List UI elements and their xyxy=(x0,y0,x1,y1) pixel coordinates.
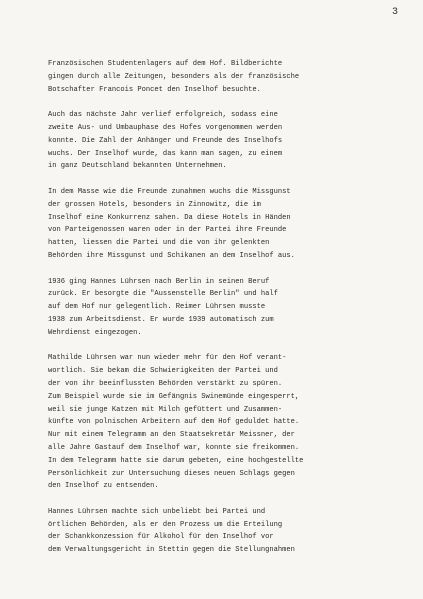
paragraph xyxy=(48,506,408,557)
text-line: wortlich. Sie bekam die Schwierigkeiten der Partei und xyxy=(48,367,278,376)
text-line: den Inselhof zu entsenden. xyxy=(48,482,159,491)
text-line: der Schankkonzession für Alkohol für den Inselhof vor xyxy=(48,533,274,542)
text-line: weil sie junge Katzen mit Milch gefüttert und Zusammen- xyxy=(48,405,283,414)
paragraph xyxy=(48,109,408,173)
text-line: von Parteigenossen waren oder in der Partei ihre Freunde xyxy=(48,226,287,235)
text-line: Mathilde Lührsen war nun wieder mehr für den Hof verant- xyxy=(48,354,287,363)
text-line: gingen durch alle Zeitungen, besonders als der französische xyxy=(48,72,300,81)
text-line: konnte. Die Zahl der Anhänger und Freunde des Inselhofs xyxy=(48,136,283,145)
text-line: der von ihr beeinflussten Behörden verstärkt zu spüren. xyxy=(48,379,283,388)
text-line: wuchs. Der Inselhof wurde, das kann man sagen, zu einem xyxy=(48,149,283,158)
text-line: Französischen Studentenlagers auf dem Hof. Bildberichte xyxy=(48,60,283,68)
text-line: Persönlichkeit zur Untersuchung dieses neuen Schlags gegen xyxy=(48,469,295,478)
text-line: In dem Masse wie die Freunde zunahmen wuchs die Missgunst xyxy=(48,187,291,196)
text-line: hatten, liessen die Partei und die von ihr gelenkten xyxy=(48,239,270,248)
text-line: Behörden ihre Missgunst und Schikanen an dem Inselhof aus. xyxy=(48,251,295,260)
text-line: alle Jahre Gastauf dem Inselhof war, konnte sie freikommen. xyxy=(48,443,300,452)
text-line: In dem Telegramm hatte sie darum gebeten, eine hochgestellte xyxy=(48,456,304,465)
text-line: der grossen Hotels, besonders in Zinnowitz, die im xyxy=(48,200,261,209)
text-line: Wehrdienst eingezogen. xyxy=(48,328,142,337)
paragraph xyxy=(48,58,408,96)
text-line: Zum Beispiel wurde sie im Gefängnis Swinemünde eingesperrt, xyxy=(48,392,300,401)
text-line: Hannes Lührsen machte sich unbeliebt bei Partei und xyxy=(48,507,266,516)
text-line: örtlichen Behörden, als er den Prozess um die Erteilung xyxy=(48,520,283,529)
text-line: zurück. Er besorgte die "Aussenstelle Berlin" und half xyxy=(48,290,278,299)
text-line: 1936 ging Hannes Lührsen nach Berlin in seinen Beruf xyxy=(48,277,270,286)
text-line: künfte von polnischen Arbeitern auf dem Hof geduldet hatte. xyxy=(48,418,300,427)
text-line: in ganz Deutschland bekannten Unternehmen. xyxy=(48,162,227,171)
paragraph xyxy=(48,352,408,493)
text-line: dem Verwaltungsgericht in Stettin gegen die Stellungnahmen xyxy=(48,546,295,555)
paragraph xyxy=(48,186,408,263)
text-line: 1938 zum Arbeitsdienst. Er wurde 1939 automatisch zum xyxy=(48,315,274,324)
document-body xyxy=(48,58,408,570)
text-line: Botschafter Francois Poncet den Inselhof besuchte. xyxy=(48,85,261,94)
text-line: auf dem Hof nur gelegentlich. Reimer Lührsen musste xyxy=(48,303,266,312)
page-number: 3 xyxy=(391,7,398,18)
paragraph xyxy=(48,276,408,340)
text-line: zweite Aus- und Umbauphase des Hofes vorgenommen werden xyxy=(48,123,283,132)
text-line: Nur mit einem Telegramm an den Staatsekretär Meissner, der xyxy=(48,431,295,440)
text-line: Inselhof eine Konkurrenz sahen. Da diese Hotels in Händen xyxy=(48,213,291,222)
text-line: Auch das nächste Jahr verlief erfolgreich, sodass eine xyxy=(48,111,278,120)
